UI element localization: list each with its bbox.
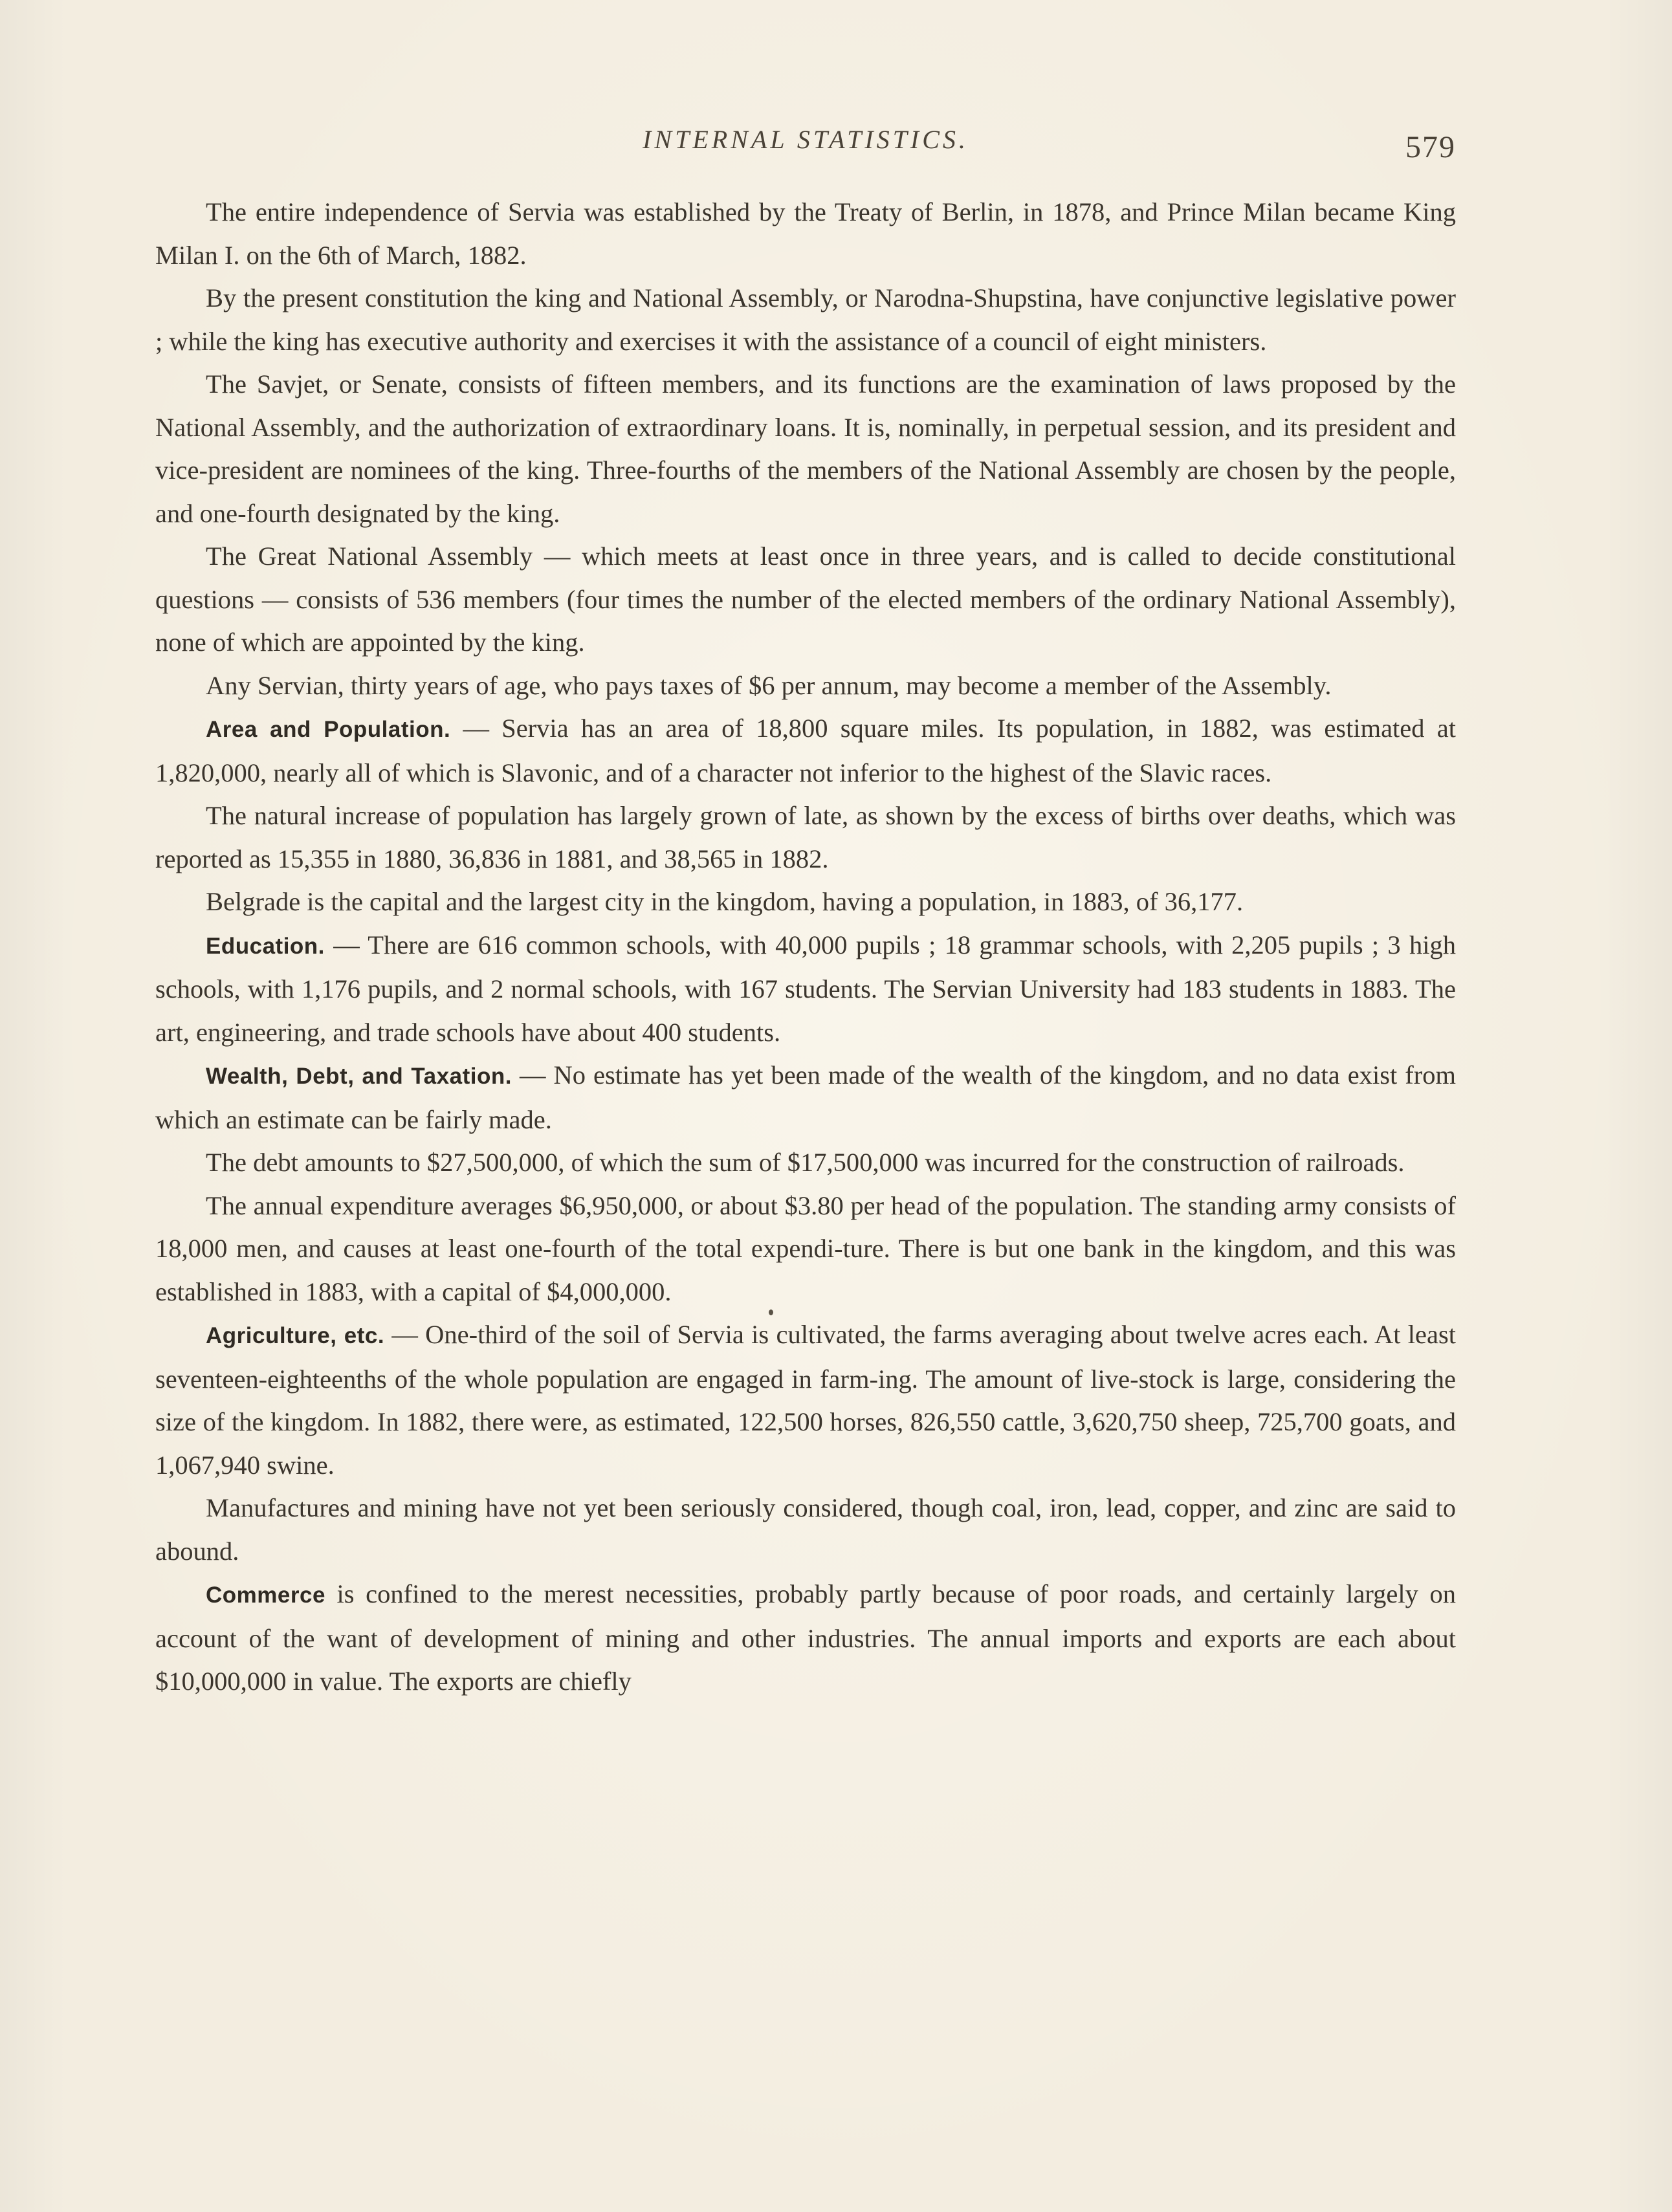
paragraph-text: The natural increase of population has largely grown of late, as shown by the excess of births over deaths, which was reported as 15,355 in 1880, 36,836 in 1881, and 38,565 in 1882. — [155, 801, 1456, 873]
paragraph-commerce — [155, 1573, 1456, 1703]
paragraph-text: The Savjet, or Senate, consists of fifteen members, and its functions are the examination of laws proposed by the National Assembly, and the authorization of extraordinary loans. It is, nominally, in perpetual session, and its president and vice-president are nominees of the king. Three-fourths of the members of the National Assembly are chosen by the people, and one-fourth designated by the king. — [155, 369, 1456, 528]
section-heading-area-population: Area and Population. — [206, 717, 451, 742]
section-heading-wealth-debt-taxation: Wealth, Debt, and Taxation. — [206, 1064, 512, 1089]
paragraph-wealth — [155, 1054, 1456, 1141]
paragraph-debt — [155, 1141, 1456, 1185]
paragraph-belgrade — [155, 881, 1456, 924]
running-title: INTERNAL STATISTICS. — [643, 125, 969, 154]
paragraph-constitution — [155, 277, 1456, 363]
running-head — [155, 124, 1456, 170]
paragraph-independence — [155, 191, 1456, 277]
paragraph-text: — No estimate has yet been made of the wealth of the kingdom, and no data exist from which an estimate can be fairly made. — [155, 1060, 1456, 1134]
paragraph-text: — Servia has an area of 18,800 square miles. Its population, in 1882, was estimated at 1,820,000, nearly all of which is Slavonic, and of a character not inferior to the highest of the Slavic races. — [155, 714, 1456, 787]
paragraph-text: Any Servian, thirty years of age, who pays taxes of $6 per annum, may become a member of the Assembly. — [206, 670, 1332, 700]
paragraph-text: The Great National Assembly — which meets at least once in three years, and is called to decide constitutional questions — consists of 536 members (four times the number of the elected members of the ordinary National Assembly), none of which are appointed by the king. — [155, 542, 1456, 657]
page-number: 579 — [1405, 130, 1456, 164]
ink-speck — [769, 1309, 773, 1315]
paragraph-text: Manufactures and mining have not yet been seriously considered, though coal, iron, lead, copper, and zinc are said to abound. — [155, 1493, 1456, 1566]
section-heading-commerce: Commerce — [206, 1582, 325, 1608]
paragraph-expenditure — [155, 1185, 1456, 1314]
paragraph-text: Belgrade is the capital and the largest city in the kingdom, having a population, in 1883, of 36,177. — [206, 887, 1244, 916]
paragraph-natural-increase — [155, 794, 1456, 881]
paragraph-text: By the present constitution the king and National Assembly, or Narodna-Shupstina, have conjunctive legislative power ; while the king has executive authority and exercises it with the assistance of a council of eight ministers. — [155, 283, 1456, 356]
paragraph-agriculture — [155, 1313, 1456, 1487]
section-heading-education: Education. — [206, 933, 325, 959]
paragraph-great-assembly — [155, 535, 1456, 664]
paragraph-area-population — [155, 707, 1456, 794]
paragraph-text: — There are 616 common schools, with 40,000 pupils ; 18 grammar schools, with 2,205 pupils ; 3 high schools, with 1,176 pupils, and 2 normal schools, with 167 students. The Servian University had 183 students in 1883. The art, engineering, and trade schools have about 400 students. — [155, 930, 1456, 1047]
paragraph-text: The debt amounts to $27,500,000, of which the sum of $17,500,000 was incurred for the construction of railroads. — [206, 1148, 1405, 1177]
paragraph-senate — [155, 363, 1456, 535]
paragraph-manufactures — [155, 1487, 1456, 1573]
paragraph-text: The annual expenditure averages $6,950,000, or about $3.80 per head of the population. The standing army consists of 18,000 men, and causes at least one-fourth of the total expendi-ture. There is but one bank in the kingdom, and this was established in 1883, with a capital of $4,000,000. — [155, 1190, 1456, 1306]
paragraph-education — [155, 924, 1456, 1055]
body-text — [155, 191, 1456, 1703]
paragraph-membership — [155, 664, 1456, 708]
paragraph-text: The entire independence of Servia was established by the Treaty of Berlin, in 1878, and Prince Milan became King Milan I. on the 6th of March, 1882. — [155, 197, 1456, 270]
section-heading-agriculture: Agriculture, etc. — [206, 1323, 385, 1348]
paragraph-text: — One-third of the soil of Servia is cultivated, the farms averaging about twelve acres each. At least seventeen-eighteenths of the whole population are engaged in farm-ing. The amount of live-stock is large, considering the size of the kingdom. In 1882, there were, as estimated, 122,500 horses, 826,550 cattle, 3,620,750 sheep, 725,700 goats, and 1,067,940 swine. — [155, 1320, 1456, 1480]
paragraph-text: is confined to the merest necessities, probably partly because of poor roads, and certainly largely on account of the want of development of mining and other industries. The annual imports and exports are each about $10,000,000 in value. The exports are chiefly — [155, 1579, 1456, 1696]
